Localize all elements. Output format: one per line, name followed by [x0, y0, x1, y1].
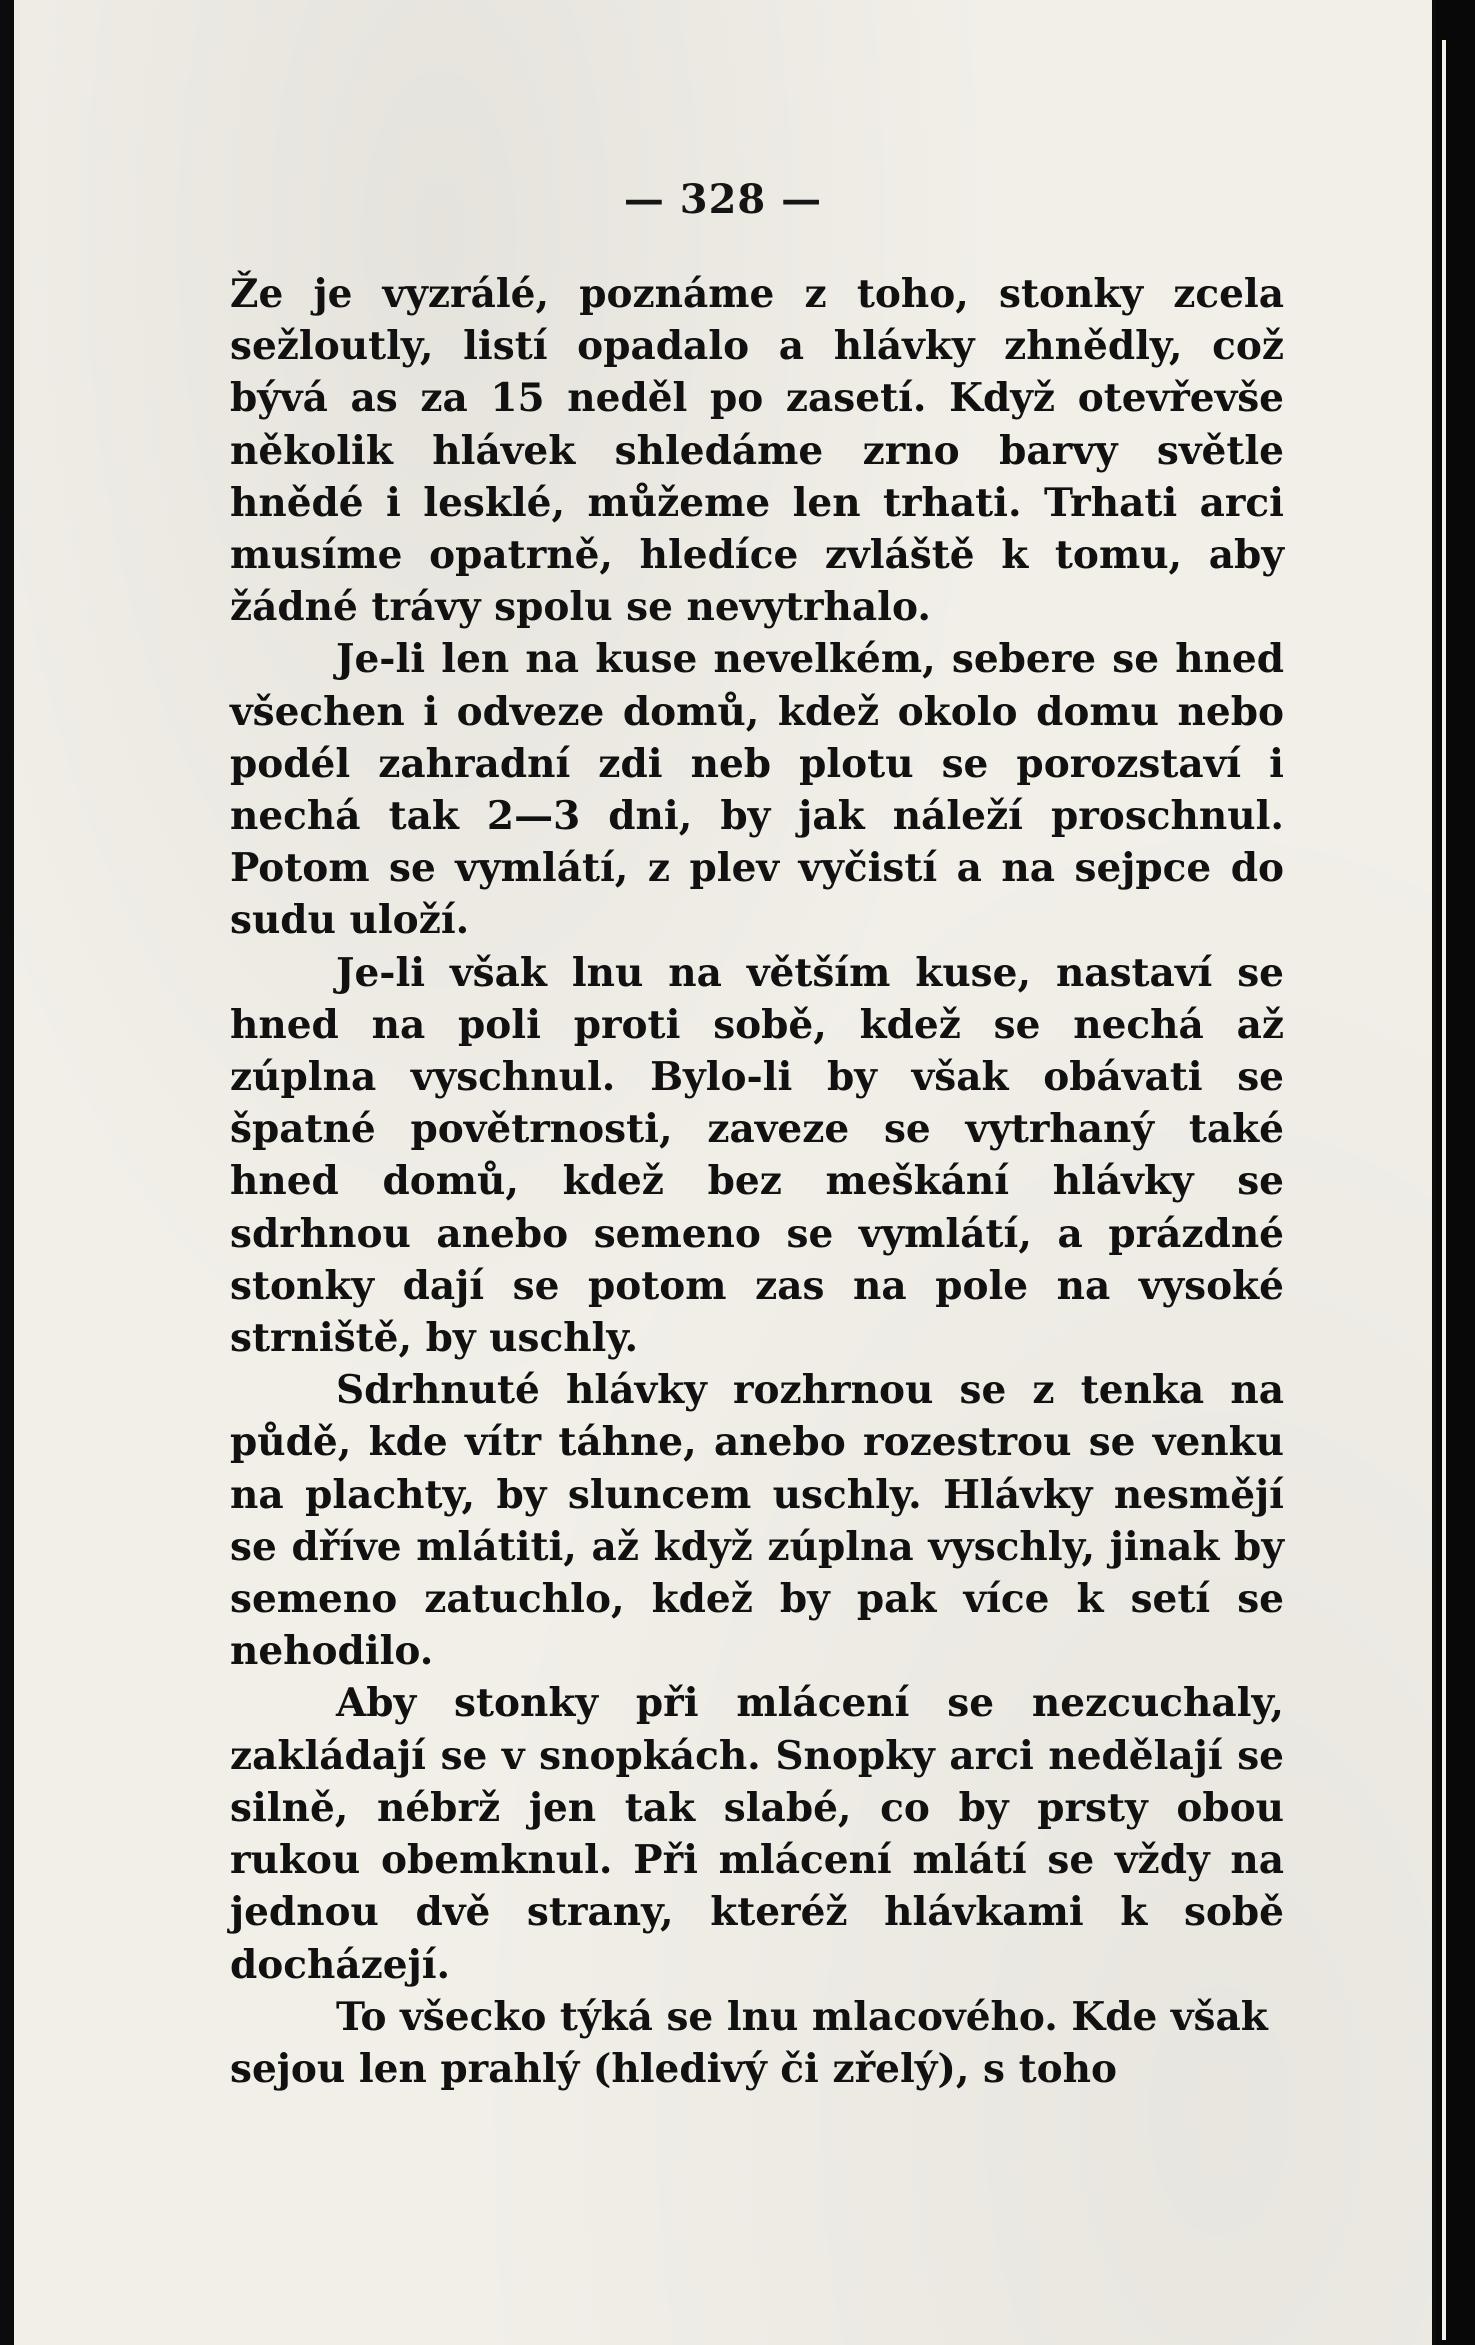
paragraph-3: Je-li však lnu na větším kuse, nastaví se hned na poli proti sobě, kdež se nechá až zúplna vyschnul. Bylo-li by však obávati se špatné povětrnosti, zaveze se vytrhaný také hned domů, kdež bez meškání hlávky se sdrhnou anebo semeno se vymlátí, a prázdné stonky dají se potom zas na pole na vysoké strniště, by uschly.: [230, 949, 1284, 1362]
adjacent-page-edge: [1442, 40, 1446, 2340]
paragraph-6: To všecko týká se lnu mlacového. Kde však sejou len prahlý (hledivý či zřelý), s toho: [230, 1993, 1268, 2092]
book-page: [14, 0, 1432, 2345]
paragraph-2: Je-li len na kuse nevelkém, sebere se hned všechen i odveze domů, kdež okolo domu nebo podél zahradní zdi neb plotu se porozstaví i nechá tak 2—3 dni, by jak náleží proschnul. Potom se vymlátí, z plev vyčistí a na sejpce do sudu uloží.: [230, 636, 1284, 944]
body-text: [230, 268, 1284, 2095]
paragraph-5: Aby stonky při mlácení se nezcuchaly, zakládají se v snopkách. Snopky arci nedělají se silně, nébrž jen tak slabé, co by prsty obou rukou obemknul. Při mlácení mlátí se vždy na jednou dvě strany, kteréž hlávkami k sobě docházejí.: [230, 1680, 1284, 1988]
paragraph-4: Sdrhnuté hlávky rozhrnou se z tenka na půdě, kde vítr táhne, anebo rozestrou se venku na plachty, by sluncem uschly. Hlávky nesmějí se dříve mlátiti, až když zúplna vyschly, jinak by semeno zatuchlo, kdež by pak více k setí se nehodilo.: [230, 1367, 1284, 1675]
paragraph-1: Že je vyzrálé, poznáme z toho, stonky zcela sežloutly, listí opadalo a hlávky zhnědly, což bývá as za 15 neděl po zasetí. Když otevřevše několik hlávek shledáme zrno barvy světle hnědé i lesklé, můžeme len trhati. Trhati arci musíme opatrně, hledíce zvláště k tomu, aby žádné trávy spolu se nevytrhalo.: [230, 271, 1284, 631]
page-number: — 328 —: [623, 176, 823, 223]
